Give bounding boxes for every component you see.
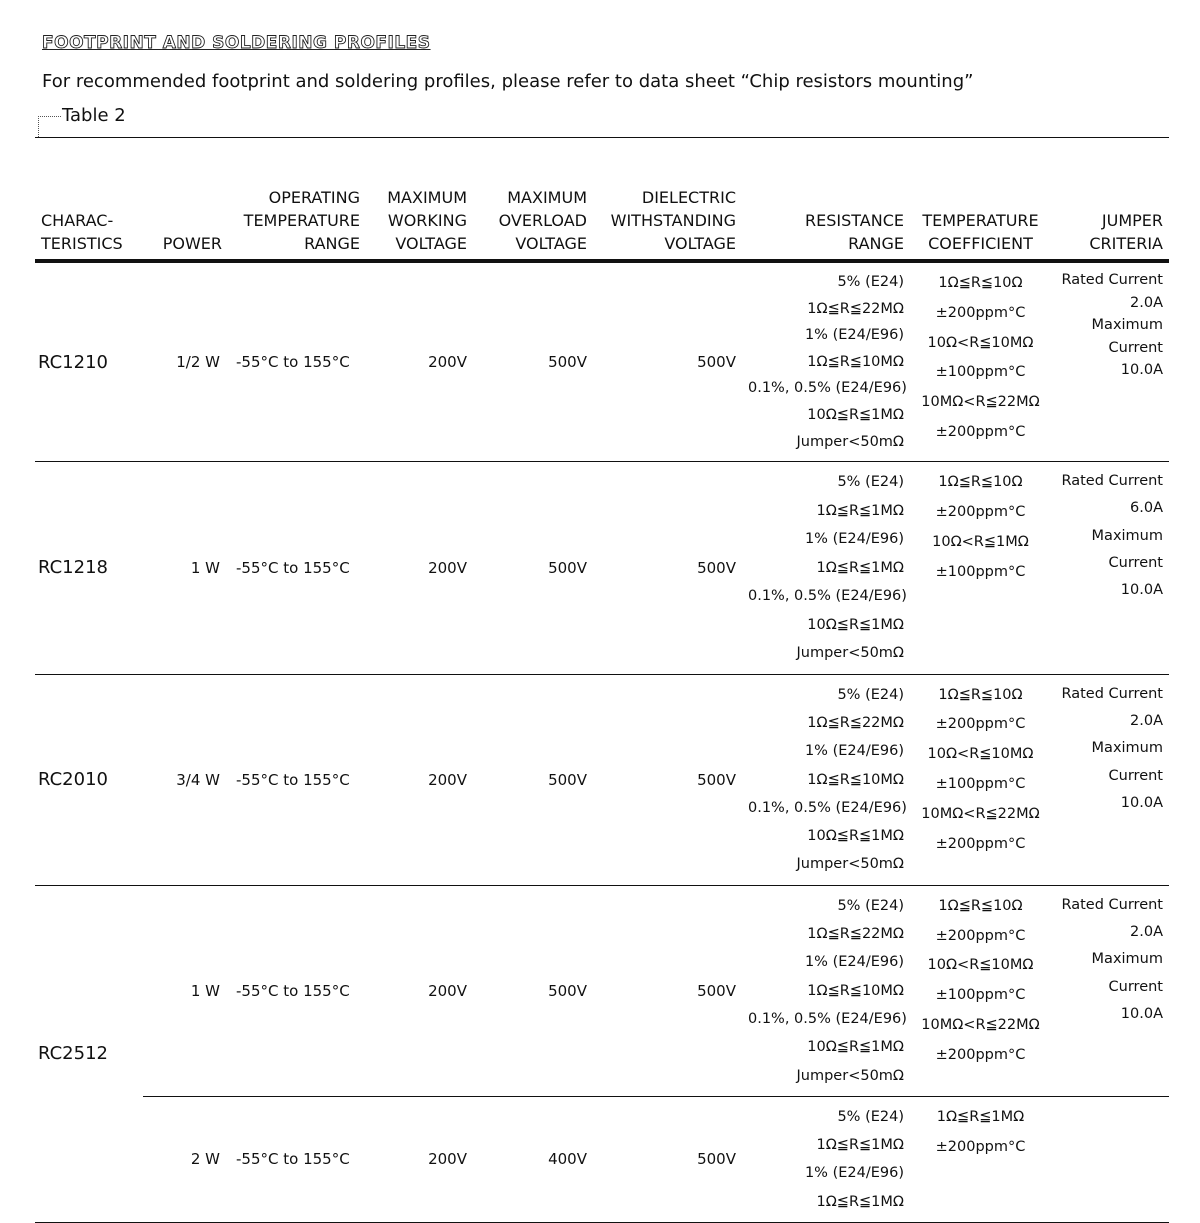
cell-line: ±200ppm°C (935, 1138, 1026, 1155)
cell-line: Jumper<50mΩ (796, 645, 904, 662)
header-line: TEMPERATURE (922, 211, 1039, 230)
cell-line: 5% (E24) (837, 897, 904, 914)
type-cell: RC1210 (35, 261, 143, 462)
temperature-coefficient-cell (910, 674, 1051, 885)
resistance-range-cell (742, 1096, 910, 1222)
header-line: WORKING (387, 211, 467, 230)
cell-line: 10Ω<R≦10MΩ (927, 746, 1034, 763)
table-row (35, 462, 1169, 675)
header-line: DIELECTRIC (641, 188, 736, 207)
resistance-range-cell (742, 462, 910, 675)
header-max-overload-voltage (473, 138, 593, 262)
temperature-coefficient-cell (910, 462, 1051, 675)
type-cell: RC1218 (35, 462, 143, 675)
header-max-working-voltage (366, 138, 473, 262)
power-cell: 1 W (143, 462, 228, 675)
cell-line: Rated Current (1061, 473, 1163, 490)
cell-line: 1Ω≦R≦1MΩ (936, 1108, 1025, 1125)
header-line: JUMPER (1101, 211, 1163, 230)
header-line: CHARAC- (41, 211, 114, 230)
operating-temperature-cell: -55°C to 155°C (228, 261, 366, 462)
overload-voltage-cell: 500V (473, 261, 593, 462)
cell-line: 10.0A (1120, 362, 1163, 378)
power-cell: 3/4 W (143, 674, 228, 885)
resistance-range-cell (742, 261, 910, 462)
header-row (35, 138, 1169, 262)
cell-line: ±100ppm°C (935, 364, 1026, 381)
cell-line: 0.1%, 0.5% (E24/E96) (748, 799, 907, 816)
cell-line: 1Ω≦R≦10Ω (938, 686, 1023, 703)
header-line: OPERATING (268, 188, 360, 207)
cell-line: 0.1%, 0.5% (E24/E96) (748, 380, 907, 397)
cell-line: 1Ω≦R≦10Ω (938, 275, 1023, 291)
resistance-range-cell (742, 885, 910, 1096)
cell-line: 1Ω≦R≦1MΩ (816, 502, 904, 519)
header-line: VOLTAGE (395, 234, 467, 253)
cell-line: 10Ω≦R≦1MΩ (807, 616, 904, 633)
cell-line: 10MΩ<R≦22MΩ (921, 1016, 1040, 1033)
power-cell: 2 W (143, 1096, 228, 1222)
cell-line: ±100ppm°C (935, 776, 1026, 793)
cell-line: 10Ω≦R≦1MΩ (807, 406, 904, 423)
header-power (143, 138, 228, 262)
working-voltage-cell: 200V (366, 885, 473, 1096)
cell-line: Jumper<50mΩ (796, 433, 904, 450)
cell-line: Maximum (1091, 317, 1163, 333)
cell-line: 10Ω<R≦10MΩ (927, 957, 1034, 974)
cell-line: 0.1%, 0.5% (E24/E96) (748, 1010, 907, 1027)
dielectric-voltage-cell: 500V (593, 261, 742, 462)
cell-line: 10.0A (1120, 794, 1163, 811)
working-voltage-cell: 200V (366, 1096, 473, 1222)
cell-line: 6.0A (1130, 500, 1163, 517)
power-cell: 1 W (143, 885, 228, 1096)
header-line: WITHSTANDING (610, 211, 736, 230)
cell-line: ±200ppm°C (935, 304, 1026, 321)
cell-line: Maximum (1091, 951, 1163, 968)
header-line: COEFFICIENT (928, 234, 1033, 253)
cell-line: 1Ω≦R≦22MΩ (807, 300, 904, 317)
cell-line: Current (1108, 978, 1163, 995)
cell-line: Maximum (1091, 740, 1163, 757)
working-voltage-cell: 200V (366, 462, 473, 675)
header-operating-temperature (228, 138, 366, 262)
specifications-table (35, 137, 1169, 1223)
table-row (35, 261, 1169, 462)
cell-line: 1Ω≦R≦22MΩ (807, 714, 904, 731)
header-characteristics (35, 138, 143, 262)
cell-line: Current (1108, 339, 1163, 356)
cell-line: 10MΩ<R≦22MΩ (921, 394, 1040, 411)
jumper-criteria-cell (1051, 674, 1169, 885)
temperature-coefficient-cell (910, 1096, 1051, 1222)
temperature-coefficient-cell (910, 885, 1051, 1096)
intro-text: For recommended footprint and soldering profiles, please refer to data sheet “Chip resistors mounting” (42, 71, 974, 92)
cell-line: 2.0A (1130, 924, 1163, 941)
cell-line: 1Ω≦R≦10MΩ (807, 353, 904, 370)
dielectric-voltage-cell: 500V (593, 1096, 742, 1222)
cell-line: Maximum (1091, 527, 1163, 544)
jumper-criteria-cell (1051, 885, 1169, 1096)
table-row (35, 674, 1169, 885)
cell-line: 1Ω≦R≦22MΩ (807, 926, 904, 943)
cell-line: Jumper<50mΩ (796, 856, 904, 873)
cell-line: 1% (E24/E96) (804, 327, 904, 344)
cell-line: 10Ω≦R≦1MΩ (807, 828, 904, 845)
overload-voltage-cell: 500V (473, 885, 593, 1096)
jumper-criteria-cell (1051, 1096, 1169, 1222)
cell-line: 0.1%, 0.5% (E24/E96) (748, 588, 907, 605)
dielectric-voltage-cell: 500V (593, 885, 742, 1096)
header-jumper-criteria (1051, 138, 1169, 262)
operating-temperature-cell: -55°C to 155°C (228, 885, 366, 1096)
cell-line: 10Ω<R≦1MΩ (932, 533, 1029, 550)
header-line: CRITERIA (1089, 234, 1163, 253)
header-resistance-range (742, 138, 910, 262)
cell-line: ±200ppm°C (935, 1046, 1026, 1063)
cell-line: 5% (E24) (837, 1108, 904, 1125)
table-label-bracket (38, 116, 61, 137)
cell-line: 1% (E24/E96) (804, 743, 904, 760)
cell-line: 1Ω≦R≦10MΩ (807, 771, 904, 788)
type-cell: RC2010 (35, 674, 143, 885)
table-row (35, 885, 1169, 1096)
working-voltage-cell: 200V (366, 674, 473, 885)
overload-voltage-cell: 400V (473, 1096, 593, 1222)
header-line: RESISTANCE (805, 211, 904, 230)
cell-line: 1Ω≦R≦1MΩ (816, 1137, 904, 1154)
cell-line: 1% (E24/E96) (804, 954, 904, 971)
header-line: OVERLOAD (498, 211, 587, 230)
operating-temperature-cell: -55°C to 155°C (228, 1096, 366, 1222)
jumper-criteria-cell (1051, 462, 1169, 675)
header-line: POWER (162, 234, 222, 253)
cell-line: ±200ppm°C (935, 835, 1026, 852)
temperature-coefficient-cell (910, 261, 1051, 462)
cell-line: ±100ppm°C (935, 563, 1026, 580)
cell-line: 1% (E24/E96) (804, 1165, 904, 1182)
operating-temperature-cell: -55°C to 155°C (228, 674, 366, 885)
cell-line: 1Ω≦R≦10Ω (938, 474, 1023, 491)
resistance-range-cell (742, 674, 910, 885)
cell-line: 5% (E24) (837, 474, 904, 491)
cell-line: ±100ppm°C (935, 987, 1026, 1004)
cell-line: 1Ω≦R≦1MΩ (816, 559, 904, 576)
working-voltage-cell: 200V (366, 261, 473, 462)
cell-line: 5% (E24) (837, 274, 904, 290)
cell-line: 1Ω≦R≦10Ω (938, 897, 1023, 914)
cell-line: Rated Current (1061, 272, 1163, 288)
table-row (35, 1096, 1169, 1222)
cell-line: 2.0A (1130, 712, 1163, 729)
overload-voltage-cell: 500V (473, 462, 593, 675)
cell-line: Jumper<50mΩ (796, 1067, 904, 1084)
cell-line: 1Ω≦R≦1MΩ (816, 1193, 904, 1210)
header-line: VOLTAGE (515, 234, 587, 253)
cell-line: 5% (E24) (837, 686, 904, 703)
cell-line: 2.0A (1130, 294, 1163, 311)
cell-line: Current (1108, 767, 1163, 784)
section-title: FOOTPRINT AND SOLDERING PROFILES (42, 33, 431, 53)
dielectric-voltage-cell: 500V (593, 674, 742, 885)
cell-line: 1% (E24/E96) (804, 531, 904, 548)
cell-line: 10Ω<R≦10MΩ (927, 334, 1034, 351)
cell-line: ±200ppm°C (935, 423, 1026, 440)
header-temperature-coefficient (910, 138, 1051, 262)
cell-line: ±200ppm°C (935, 503, 1026, 520)
cell-line: ±200ppm°C (935, 927, 1026, 944)
header-line: RANGE (848, 234, 904, 253)
overload-voltage-cell: 500V (473, 674, 593, 885)
table-label: Table 2 (62, 105, 126, 126)
power-cell: 1/2 W (143, 261, 228, 462)
header-line: VOLTAGE (664, 234, 736, 253)
dielectric-voltage-cell: 500V (593, 462, 742, 675)
cell-line: ±200ppm°C (935, 716, 1026, 733)
cell-line: 10MΩ<R≦22MΩ (921, 805, 1040, 822)
cell-line: Current (1108, 555, 1163, 572)
cell-line: Rated Current (1061, 685, 1163, 702)
header-line: TERISTICS (41, 234, 123, 253)
cell-line: 10Ω≦R≦1MΩ (807, 1039, 904, 1056)
cell-line: 10.0A (1120, 1005, 1163, 1022)
header-line: MAXIMUM (507, 188, 587, 207)
jumper-criteria-cell (1051, 261, 1169, 462)
type-cell: RC2512 (35, 885, 143, 1222)
cell-line: 10.0A (1120, 582, 1163, 599)
cell-line: Rated Current (1061, 896, 1163, 913)
header-line: MAXIMUM (387, 188, 467, 207)
header-line: TEMPERATURE (243, 211, 360, 230)
header-line: RANGE (304, 234, 360, 253)
operating-temperature-cell: -55°C to 155°C (228, 462, 366, 675)
header-dielectric-voltage (593, 138, 742, 262)
cell-line: 1Ω≦R≦10MΩ (807, 982, 904, 999)
